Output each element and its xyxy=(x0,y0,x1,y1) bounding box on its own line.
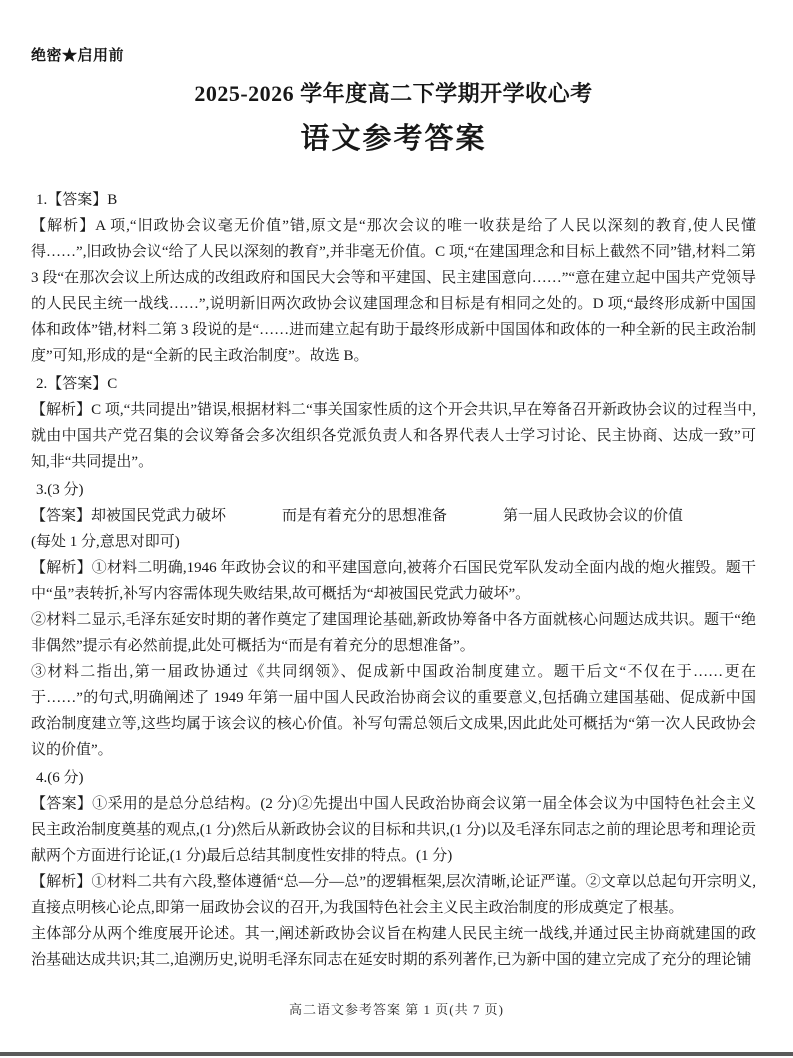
page-content xyxy=(31,0,756,973)
q4-heading: 4.(6 分) xyxy=(36,770,84,786)
q3-analysis-2: ②材料二显示,毛泽东延安时期的著作奠定了建国理论基础,新政协筹备中各方面就核心问题达成共识。题干“绝非偶然”提示有必然前提,此处可概括为“而是有着充分的思想准备”。 xyxy=(31,612,756,654)
footer-text: 高二语文参考答案 第 1 页(共 7 页) xyxy=(289,1002,504,1017)
q3-answer-line xyxy=(31,503,756,529)
q3-answer-blank3: 第一届人民政协会议的价值 xyxy=(503,508,684,524)
classification-label: 绝密★启用前 xyxy=(31,48,125,64)
q3-analysis-3: ③材料二指出,第一届政协通过《共同纲领》、促成新中国政治制度建立。题干后文“不仅在于……更在于……”的句式,明确阐述了 1949 年第一届中国人民政治协商会议的重要意义,包括确立建国基础、促成新中国政治制度建立等,这些均属于该会议的核心价值。补写句需总领后文成果,因此此处可概括为“第一次人民政协会议的价值”。 xyxy=(31,664,756,758)
q2-answer: 2.【答案】C xyxy=(36,376,118,392)
q3-analysis-1: 【解析】①材料二明确,1946 年政协会议的和平建国意向,被蒋介石国民党军队发动全面内战的炮火摧毁。题干中“虽”表转折,补写内容需体现失败结果,故可概括为“却被国民党武力破坏”。 xyxy=(31,560,756,602)
q2-analysis: 【解析】C 项,“共同提出”错误,根据材料二“事关国家性质的这个开会共识,早在筹备召开新政协会议的过程当中,就由中国共产党召集的会议筹备会多次组织各党派负责人和各界代表人士学习讨论、民主协商、达成一致”可知,非“共同提出”。 xyxy=(31,402,756,470)
q1-analysis: 【解析】A 项,“旧政协会议毫无价值”错,原文是“那次会议的唯一收获是给了人民以深刻的教育,使人民懂得……”,旧政协会议“给了人民以深刻的教育”,并非毫无价值。C 项,“在建国理念和目标上截然不同”错,材料二第 3 段“在那次会议上所达成的改组政府和国民大会等和平建国、民主建国意向……”“意在建立起中国共产党领导的人民民主统一战线……”,说明新旧两次政协会议建国理念和目标是有相同之处的。D 项,“最终形成新中国国体和政体”错,材料二第 3 段说的是“……进而建立起有助于最终形成新中国国体和政体的一种全新的民主政治制度”可知,形成的是“全新的民主政治制度”。故选 B。 xyxy=(31,218,756,364)
page-footer xyxy=(0,999,793,1018)
answer-body xyxy=(31,187,756,973)
q4-analysis-1: 【解析】①材料二共有六段,整体遵循“总—分—总”的逻辑框架,层次清晰,论证严谨。②文章以总起句开宗明义,直接点明核心论点,即第一届政协会议的召开,为我国特色社会主义民主政治制度的形成奠定了根基。 xyxy=(31,874,756,916)
page-bottom-edge xyxy=(0,1052,793,1056)
q4-analysis-2: 主体部分从两个维度展开论述。其一,阐述新政协会议旨在构建人民民主统一战线,并通过民主协商就建国的政治基础达成共识;其二,追溯历史,说明毛泽东同志在延安时期的系列著作,已为新中国的建立完成了充分的理论铺 xyxy=(31,926,756,968)
q3-answer-blank1: 【答案】却被国民党武力破坏 xyxy=(31,508,227,524)
q3-scoring-note: (每处 1 分,意思对即可) xyxy=(31,534,180,550)
q3-heading: 3.(3 分) xyxy=(36,482,84,498)
q3-answer-blank2: 而是有着充分的思想准备 xyxy=(282,508,448,524)
q4-answer: 【答案】①采用的是总分总结构。(2 分)②先提出中国人民政治协商会议第一届全体会议为中国特色社会主义民主政治制度奠基的观点,(1 分)然后从新政协会议的目标和共识,(1 分)以及毛泽东同志之前的理论思考和理论贡献两个方面进行论证,(1 分)最后总结其制度性安排的特点。(1 分) xyxy=(31,796,756,864)
exam-title: 2025-2026 学年度高二下学期开学收心考 xyxy=(194,81,593,106)
q1-answer: 1.【答案】B xyxy=(36,192,118,208)
answer-key-title: 语文参考答案 xyxy=(300,123,487,155)
